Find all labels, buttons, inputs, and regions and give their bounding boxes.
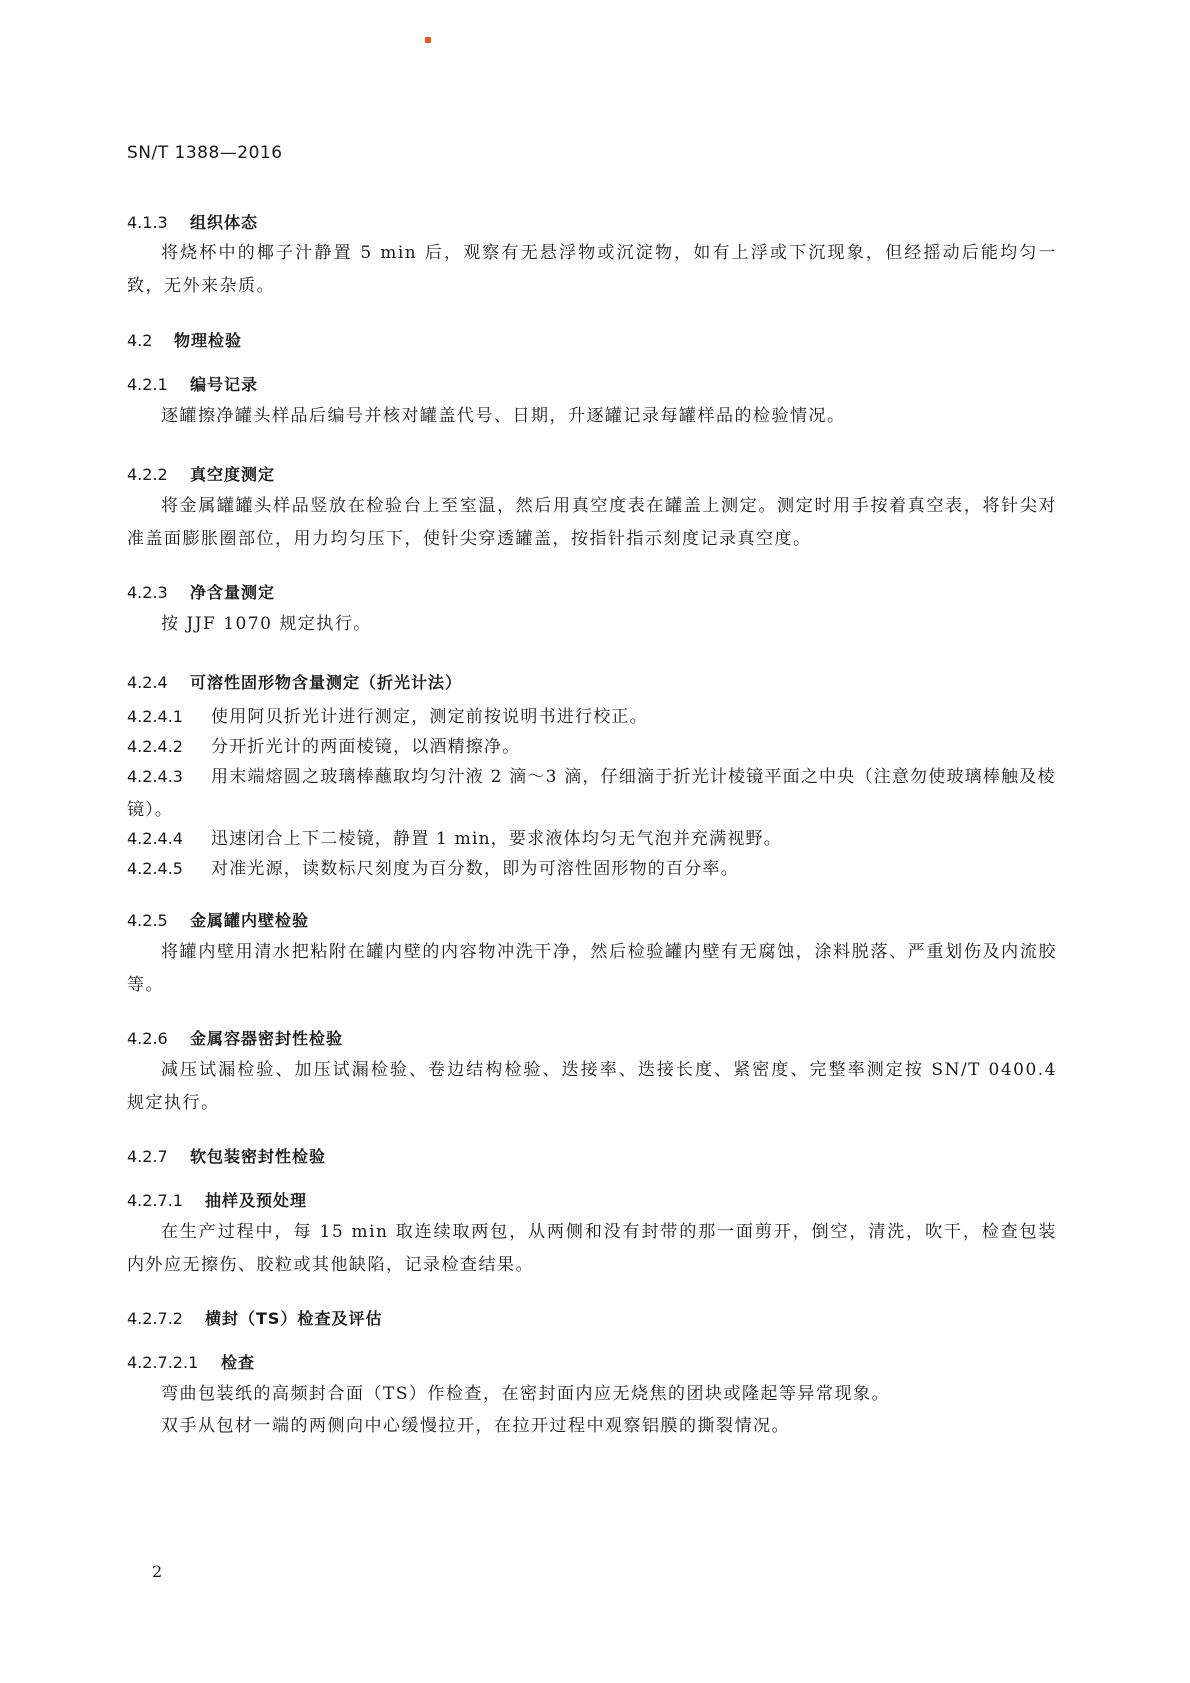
item-text: 对准光源，读数标尺刻度为百分数，即为可溶性固形物的百分率。	[211, 859, 739, 879]
section-heading-4-2-7	[127, 1144, 1057, 1167]
section-number: 4.2.3	[127, 583, 168, 602]
section-title: 可溶性固形物含量测定（折光计法）	[190, 673, 463, 692]
paragraph: 将金属罐罐头样品竖放在检验台上至室温，然后用真空度表在罐盖上测定。测定时用手按着真空表，将针尖对准盖面膨胀圈部位，用力均匀压下，使针尖穿透罐盖，按指针指示刻度记录真空度。	[127, 496, 1057, 549]
list-item-4-2-4-1	[127, 700, 1057, 734]
section-heading-4-2-7-1	[127, 1188, 1057, 1211]
item-number: 4.2.4.4	[127, 829, 183, 848]
paragraph: 弯曲包装纸的高频封合面（TS）作检查，在密封面内应无烧焦的团块或隆起等异常现象。	[161, 1384, 890, 1404]
paragraph: 将烧杯中的椰子汁静置 5 min 后，观察有无悬浮物或沉淀物，如有上浮或下沉现象，但经摇动后能均匀一致，无外来杂质。	[127, 243, 1057, 296]
section-title: 金属容器密封性检验	[190, 1029, 344, 1048]
paragraph: 按 JJF 1070 规定执行。	[161, 614, 372, 634]
list-item-4-2-4-2	[127, 730, 1057, 764]
section-number: 4.2.4	[127, 673, 168, 692]
document-code: SN/T 1388—2016	[127, 143, 283, 163]
list-item-4-2-4-4	[127, 822, 1057, 856]
section-number: 4.2.6	[127, 1029, 168, 1048]
list-item-4-2-4-5	[127, 852, 1057, 886]
page-number: 2	[152, 1562, 163, 1581]
section-title: 组织体态	[190, 213, 259, 232]
item-text: 用末端熔圆之玻璃棒蘸取均匀汁液 2 滴～3 滴，仔细滴于折光计棱镜平面之中央（注意勿使玻璃棒触及棱镜）。	[127, 767, 1056, 820]
section-heading-4-1-3	[127, 210, 1057, 233]
section-number: 4.2.5	[127, 911, 168, 930]
item-number: 4.2.4.1	[127, 707, 183, 726]
section-heading-4-2-2	[127, 462, 1057, 485]
section-title: 抽样及预处理	[205, 1191, 308, 1210]
section-title: 编号记录	[190, 375, 259, 394]
section-number: 4.2	[127, 331, 153, 350]
section-heading-4-2-6	[127, 1026, 1057, 1049]
section-heading-4-2-7-2-1	[127, 1350, 1057, 1373]
section-title: 软包装密封性检验	[190, 1147, 327, 1166]
paragraph: 将罐内壁用清水把粘附在罐内壁的内容物冲洗干净，然后检验罐内壁有无腐蚀，涂料脱落、严重划伤及内流胶等。	[127, 942, 1057, 995]
list-item-4-2-4-3	[127, 760, 1057, 827]
item-number: 4.2.4.3	[127, 767, 183, 786]
section-number: 4.2.7.2	[127, 1309, 183, 1328]
section-title: 金属罐内壁检验	[190, 911, 310, 930]
section-heading-4-2-1	[127, 372, 1057, 395]
item-number: 4.2.4.5	[127, 859, 183, 878]
section-number: 4.2.7.2.1	[127, 1353, 199, 1372]
section-number: 4.1.3	[127, 213, 168, 232]
section-title: 真空度测定	[190, 465, 276, 484]
section-heading-4-2-5	[127, 908, 1057, 931]
section-title: 横封（TS）检查及评估	[205, 1309, 383, 1328]
item-text: 迅速闭合上下二棱镜，静置 1 min，要求液体均匀无气泡并充满视野。	[211, 829, 782, 849]
paragraph: 减压试漏检验、加压试漏检验、卷边结构检验、迭接率、迭接长度、紧密度、完整率测定按 SN/T 0400.4 规定执行。	[127, 1060, 1057, 1113]
section-title: 物理检验	[174, 331, 243, 350]
section-number: 4.2.2	[127, 465, 168, 484]
section-title: 检查	[221, 1353, 256, 1372]
paragraph: 逐罐擦净罐头样品后编号并核对罐盖代号、日期，升逐罐记录每罐样品的检验情况。	[161, 406, 846, 426]
section-title: 净含量测定	[190, 583, 276, 602]
section-heading-4-2-7-2	[127, 1306, 1057, 1329]
section-number: 4.2.7	[127, 1147, 168, 1166]
section-heading-4-2-4	[127, 670, 1057, 693]
paragraph: 在生产过程中，每 15 min 取连续取两包，从两侧和没有封带的那一面剪开，倒空，清洗，吹干，检查包装内外应无擦伤、胶粒或其他缺陷，记录检查结果。	[127, 1222, 1057, 1275]
item-text: 分开折光计的两面棱镜，以酒精擦净。	[211, 737, 521, 757]
paragraph: 双手从包材一端的两侧向中心缓慢拉开，在拉开过程中观察铝膜的撕裂情况。	[161, 1416, 790, 1436]
orange-marker	[425, 37, 431, 43]
section-number: 4.2.7.1	[127, 1191, 183, 1210]
section-heading-4-2	[127, 328, 1057, 351]
section-number: 4.2.1	[127, 375, 168, 394]
item-number: 4.2.4.2	[127, 737, 183, 756]
section-heading-4-2-3	[127, 580, 1057, 603]
item-text: 使用阿贝折光计进行测定，测定前按说明书进行校正。	[211, 707, 648, 727]
